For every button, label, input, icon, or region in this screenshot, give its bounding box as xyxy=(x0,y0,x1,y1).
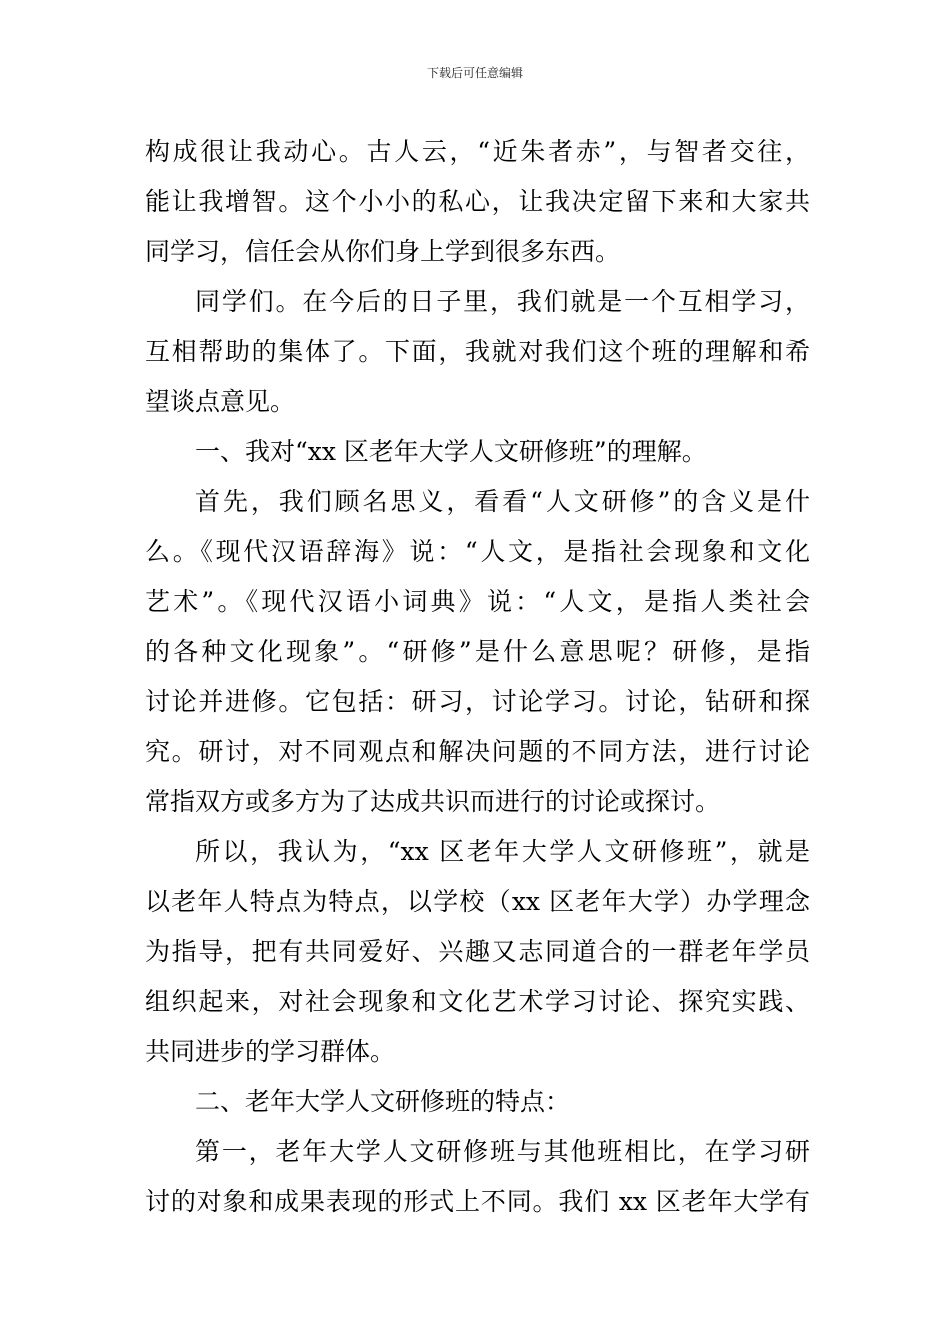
text-line: 同学习，信任会从你们身上学到很多东西。 xyxy=(145,237,621,266)
text-line: 的各种文化现象”。“研修”是什么意思呢？研修，是指 xyxy=(145,637,810,666)
text-line: 望谈点意见。 xyxy=(145,387,296,416)
text-line: 讨的对象和成果表现的形式上不同。我们 xx 区老年大学有 xyxy=(145,1187,810,1216)
page-header: 下载后可任意编辑 xyxy=(426,66,523,80)
text-line: 么。《现代汉语辞海》说：“人文，是指社会现象和文化 xyxy=(145,537,810,566)
paragraph-first-line: 首先，我们顾名思义，看看“人文研修”的含义是什 xyxy=(195,487,810,516)
text-line: 能让我增智。这个小小的私心，让我决定留下来和大家共 xyxy=(145,187,810,216)
text-line: 互相帮助的集体了。下面，我就对我们这个班的理解和希 xyxy=(145,337,810,366)
text-line: 共同进步的学习群体。 xyxy=(145,1037,396,1066)
paragraph-first-line: 同学们。在今后的日子里，我们就是一个互相学习， xyxy=(195,287,810,316)
text-line: 究。研讨，对不同观点和解决问题的不同方法，进行讨论 xyxy=(145,737,810,766)
document-body xyxy=(145,127,810,1227)
paragraph-first-line: 所以，我认为，“xx 区老年大学人文研修班”，就是 xyxy=(195,837,810,866)
text-line: 构成很让我动心。古人云，“近朱者赤”，与智者交往， xyxy=(145,137,810,166)
section-heading: 一、我对“xx 区老年大学人文研修班”的理解。 xyxy=(195,437,707,466)
text-line: 组织起来，对社会现象和文化艺术学习讨论、探究实践、 xyxy=(145,987,810,1016)
section-heading: 二、老年大学人文研修班的特点： xyxy=(195,1087,571,1116)
text-line: 为指导，把有共同爱好、兴趣又志同道合的一群老年学员 xyxy=(145,937,810,966)
text-line: 讨论并进修。它包括：研习，讨论学习。讨论，钻研和探 xyxy=(145,687,810,716)
text-line: 以老年人特点为特点，以学校（xx 区老年大学）办学理念 xyxy=(145,887,810,916)
text-line: 常指双方或多方为了达成共识而进行的讨论或探讨。 xyxy=(145,787,721,816)
paragraph-first-line: 第一，老年大学人文研修班与其他班相比，在学习研 xyxy=(195,1137,810,1166)
text-line: 艺术”。《现代汉语小词典》说：“人文，是指人类社会 xyxy=(145,587,810,616)
